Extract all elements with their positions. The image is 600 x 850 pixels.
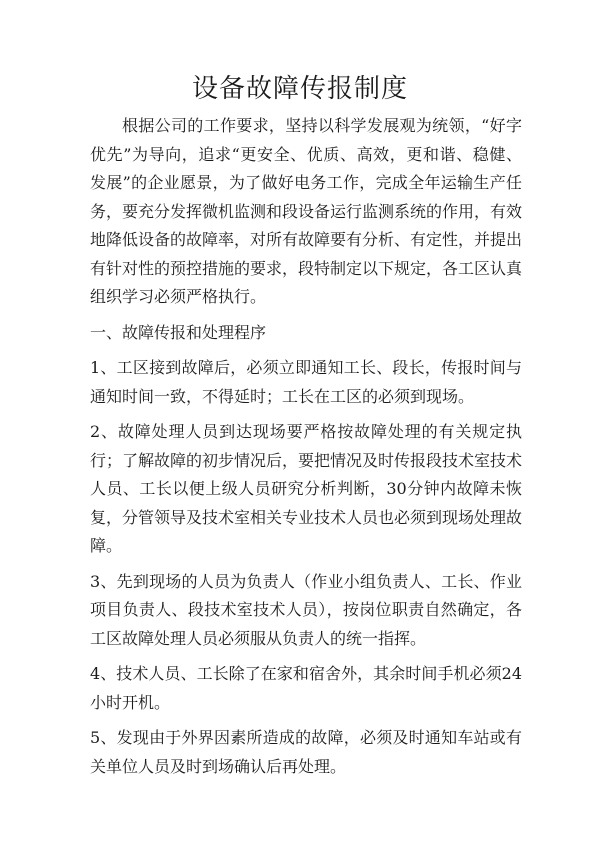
document-body — [90, 112, 522, 781]
list-item: 4、技术人员、工长除了在家和宿舍外，其余时间手机必须24小时开机。 — [90, 664, 522, 712]
list-item: 2、故障处理人员到达现场要严格按故障处理的有关规定执行；了解故障的初步情况后，要把情况及时传报段技术室技术人员、工长以便上级人员研究分析判断，30分钟内故障未恢复，分管领导及技术室相关专业技术人员也必须到现场处理故障。 — [90, 422, 523, 555]
list-item: 5、发现由于外界因素所造成的故障，必须及时通知车站或有关单位人员及时到场确认后再处理。 — [90, 728, 522, 776]
intro-paragraph: 根据公司的工作要求，坚持以科学发展观为统领，“好字优先”为导向，追求“更安全、优质、高效，更和谐、稳健、发展”的企业愿景，为了做好电务工作，完成全年运输生产任务，要充分发挥微机监测和段设备运行监测系统的作用，有效地降低设备的故障率，对所有故障要有分析、有定性，并提出有针对性的预控措施的要求，段特制定以下规定，各工区认真组织学习必须严格执行。 — [90, 116, 523, 306]
document-title: 设备故障传报制度 — [191, 74, 408, 104]
section-heading: 一、故障传报和处理程序 — [90, 322, 267, 342]
list-item: 3、先到现场的人员为负责人（作业小组负责人、工长、作业项目负责人、段技术室技术人员），按岗位职责自然确定，各工区故障处理人员必须服从负责人的统一指挥。 — [90, 571, 522, 648]
list-item: 1、工区接到故障后，必须立即通知工长、段长，传报时间与通知时间一致，不得延时；工长在工区的必须到现场。 — [90, 358, 522, 406]
